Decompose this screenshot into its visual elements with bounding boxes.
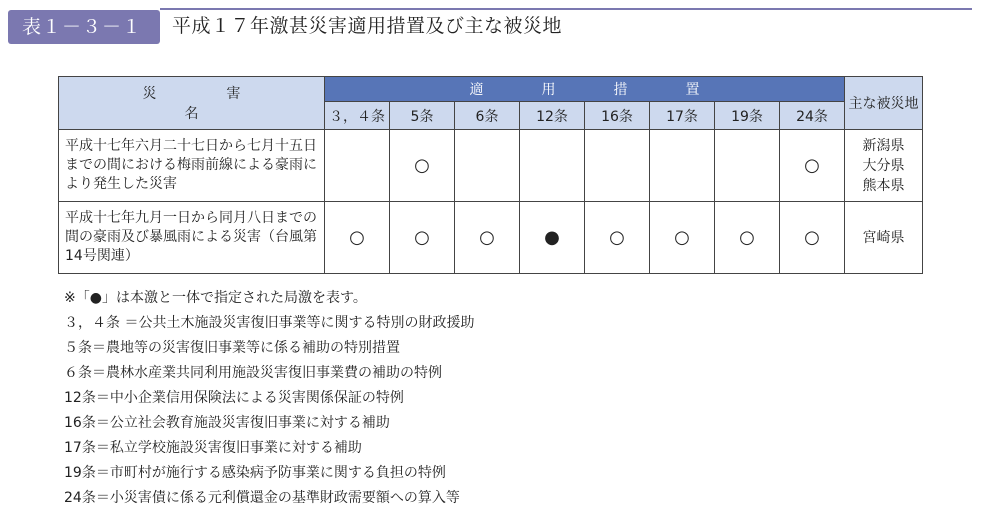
- page-title: 平成１７年激甚災害適用措置及び主な被災地: [172, 15, 563, 37]
- local-designation-mark: ●: [520, 202, 585, 274]
- table-row: [59, 130, 923, 202]
- note-line: 16条＝公立社会教育施設災害復旧事業に対する補助: [64, 415, 390, 431]
- empty-cell: [455, 130, 520, 202]
- note-line: 12条＝中小企業信用保険法による災害関係保証の特例: [64, 390, 404, 406]
- region-header: 主な被災地: [845, 77, 923, 130]
- empty-cell: [520, 130, 585, 202]
- region-cell: 新潟県 大分県 熊本県: [845, 130, 923, 202]
- note-line: ６条＝農林水産業共同利用施設災害復旧事業費の補助の特例: [64, 365, 442, 381]
- article-header: 5条: [390, 102, 455, 130]
- region-cell: 宮崎県: [845, 202, 923, 274]
- measures-table: [58, 76, 923, 274]
- empty-cell: [650, 130, 715, 202]
- applied-mark: ○: [325, 202, 390, 274]
- article-header: 19条: [715, 102, 780, 130]
- applied-mark: ○: [780, 202, 845, 274]
- notes-list: [64, 286, 474, 511]
- note-line: 24条＝小災害債に係る元利償還金の基準財政需要額への算入等: [64, 490, 460, 506]
- table-number-badge: 表１－３－１: [8, 10, 160, 44]
- applied-mark: ○: [455, 202, 520, 274]
- disaster-name-header: 災害名: [59, 77, 325, 130]
- applied-mark: ○: [650, 202, 715, 274]
- applied-measures-header: 適用措置: [325, 77, 845, 102]
- disaster-name-cell: 平成十七年六月二十七日から七月十五日までの間における梅雨前線による豪雨により発生した災害: [59, 130, 325, 202]
- note-line: ５条＝農地等の災害復旧事業等に係る補助の特別措置: [64, 340, 400, 356]
- title-rule: [160, 8, 972, 10]
- note-line: 19条＝市町村が施行する感染病予防事業に関する負担の特例: [64, 465, 446, 481]
- disaster-name-cell: 平成十七年九月一日から同月八日までの間の豪雨及び暴風雨による災害（台風第14号関連）: [59, 202, 325, 274]
- article-header: 6条: [455, 102, 520, 130]
- article-header: 24条: [780, 102, 845, 130]
- article-header: 16条: [585, 102, 650, 130]
- applied-mark: ○: [585, 202, 650, 274]
- applied-mark: ○: [780, 130, 845, 202]
- note-line: ※「●」は本激と一体で指定された局激を表す。: [64, 290, 367, 306]
- article-header: 17条: [650, 102, 715, 130]
- article-header: 12条: [520, 102, 585, 130]
- applied-mark: ○: [715, 202, 780, 274]
- applied-mark: ○: [390, 202, 455, 274]
- note-line: ３，４条 ＝公共土木施設災害復旧事業等に関する特別の財政援助: [64, 315, 475, 331]
- empty-cell: [325, 130, 390, 202]
- article-header: ３，４条: [325, 102, 390, 130]
- empty-cell: [715, 130, 780, 202]
- applied-mark: ○: [390, 130, 455, 202]
- table-row: [59, 202, 923, 274]
- note-line: 17条＝私立学校施設災害復旧事業に対する補助: [64, 440, 362, 456]
- empty-cell: [585, 130, 650, 202]
